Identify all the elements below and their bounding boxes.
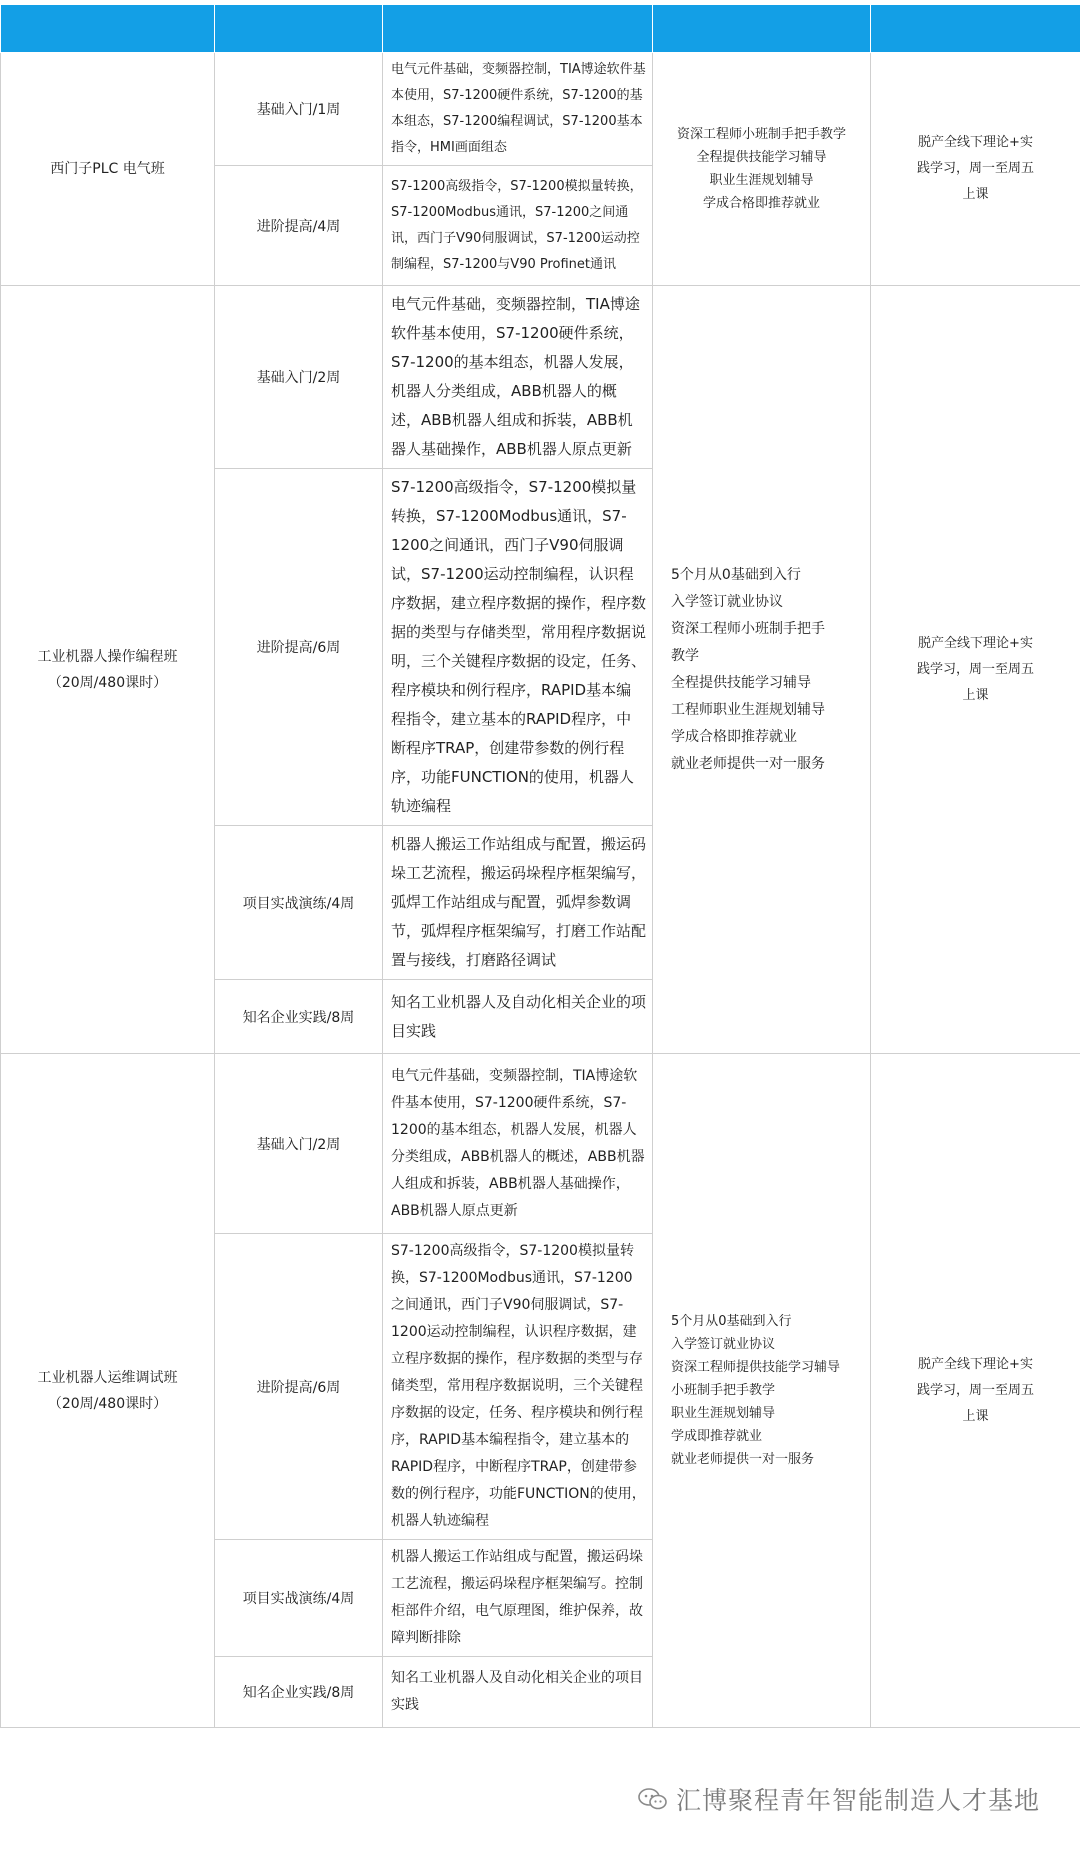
stage-label: 进阶提高/6周	[215, 469, 383, 826]
header-cell	[871, 5, 1080, 53]
course-name: 工业机器人运维调试班 （20周/480课时）	[1, 1054, 215, 1728]
watermark-text: 汇博聚程青年智能制造人才基地	[676, 1786, 1041, 1815]
stage-label: 知名企业实践/8周	[215, 980, 383, 1054]
stage-label: 进阶提高/4周	[215, 166, 383, 286]
stage-label: 基础入门/1周	[215, 53, 383, 166]
course-table	[0, 4, 1080, 1728]
mode-cell: 脱产全线下理论+实 践学习，周一至周五 上课	[871, 286, 1080, 1054]
course-name: 西门子PLC 电气班	[1, 53, 215, 286]
service-cell: 资深工程师小班制手把手教学 全程提供技能学习辅导 职业生涯规划辅导 学成合格即推荐就业	[653, 53, 871, 286]
table-row	[1, 53, 1080, 166]
stage-content: 知名工业机器人及自动化相关企业的项目实践	[383, 980, 653, 1054]
stage-content: 机器人搬运工作站组成与配置，搬运码垛工艺流程，搬运码垛程序框架编写。控制柜部件介绍，电气原理图，维护保养，故障判断排除	[383, 1540, 653, 1657]
table-row	[1, 286, 1080, 469]
stage-label: 项目实战演练/4周	[215, 826, 383, 980]
stage-content: S7-1200高级指令，S7-1200模拟量转换，S7-1200Modbus通讯，S7-1200之间通讯，西门子V90伺服调试，S7-1200运动控制编程，认识程序数据，建立程序数据的操作，程序数据的类型与存储类型，常用程序数据说明，三个关键程序数据的设定，任务、程序模块和例行程序，RAPID基本编程指令，建立基本的RAPID程序，中断程序TRAP，创建带参数的例行程序，功能FUNCTION的使用，机器人轨迹编程	[383, 469, 653, 826]
stage-label: 基础入门/2周	[215, 286, 383, 469]
stage-content: 电气元件基础，变频器控制，TIA博途软件基本使用，S7-1200硬件系统，S7-1200的基本组态，机器人发展，机器人分类组成，ABB机器人的概述，ABB机器人组成和拆装，ABB机器人基础操作，ABB机器人原点更新	[383, 286, 653, 469]
stage-content: 知名工业机器人及自动化相关企业的项目实践	[383, 1657, 653, 1728]
stage-content: 电气元件基础，变频器控制，TIA博途软件基本使用，S7-1200硬件系统，S7-1200的基本组态，S7-1200编程调试，S7-1200基本指令，HMI画面组态	[383, 53, 653, 166]
header-cell	[215, 5, 383, 53]
header-cell	[653, 5, 871, 53]
watermark	[630, 1778, 1080, 1820]
mode-cell: 脱产全线下理论+实 践学习，周一至周五 上课	[871, 1054, 1080, 1728]
stage-content: S7-1200高级指令，S7-1200模拟量转换，S7-1200Modbus通讯，S7-1200之间通讯，西门子V90伺服调试，S7-1200运动控制编程，认识程序数据，建立程序数据的操作，程序数据的类型与存储类型，常用程序数据说明，三个关键程序数据的设定，任务、程序模块和例行程序，RAPID基本编程指令，建立基本的RAPID程序，中断程序TRAP，创建带参数的例行程序，功能FUNCTION的使用，机器人轨迹编程	[383, 1234, 653, 1540]
table-header-row	[1, 5, 1080, 53]
stage-content: S7-1200高级指令，S7-1200模拟量转换，S7-1200Modbus通讯，S7-1200之间通讯，西门子V90伺服调试，S7-1200运动控制编程，S7-1200与V90 Profinet通讯	[383, 166, 653, 286]
stage-label: 基础入门/2周	[215, 1054, 383, 1234]
header-cell	[1, 5, 215, 53]
header-cell	[383, 5, 653, 53]
service-cell: 5个月从0基础到入行 入学签订就业协议 资深工程师提供技能学习辅导 小班制手把手教学 职业生涯规划辅导 学成即推荐就业 就业老师提供一对一服务	[653, 1054, 871, 1728]
wechat-icon	[638, 1788, 668, 1810]
table-row	[1, 1054, 1080, 1234]
service-cell: 5个月从0基础到入行 入学签订就业协议 资深工程师小班制手把手 教学 全程提供技能学习辅导 工程师职业生涯规划辅导 学成合格即推荐就业 就业老师提供一对一服务	[653, 286, 871, 1054]
stage-label: 项目实战演练/4周	[215, 1540, 383, 1657]
course-name: 工业机器人操作编程班 （20周/480课时）	[1, 286, 215, 1054]
stage-label: 进阶提高/6周	[215, 1234, 383, 1540]
mode-cell: 脱产全线下理论+实 践学习，周一至周五 上课	[871, 53, 1080, 286]
stage-label: 知名企业实践/8周	[215, 1657, 383, 1728]
stage-content: 机器人搬运工作站组成与配置，搬运码垛工艺流程，搬运码垛程序框架编写，弧焊工作站组成与配置，弧焊参数调节，弧焊程序框架编写，打磨工作站配置与接线，打磨路径调试	[383, 826, 653, 980]
stage-content: 电气元件基础，变频器控制，TIA博途软件基本使用，S7-1200硬件系统，S7-1200的基本组态，机器人发展，机器人分类组成，ABB机器人的概述，ABB机器人组成和拆装，ABB机器人基础操作，ABB机器人原点更新	[383, 1054, 653, 1234]
